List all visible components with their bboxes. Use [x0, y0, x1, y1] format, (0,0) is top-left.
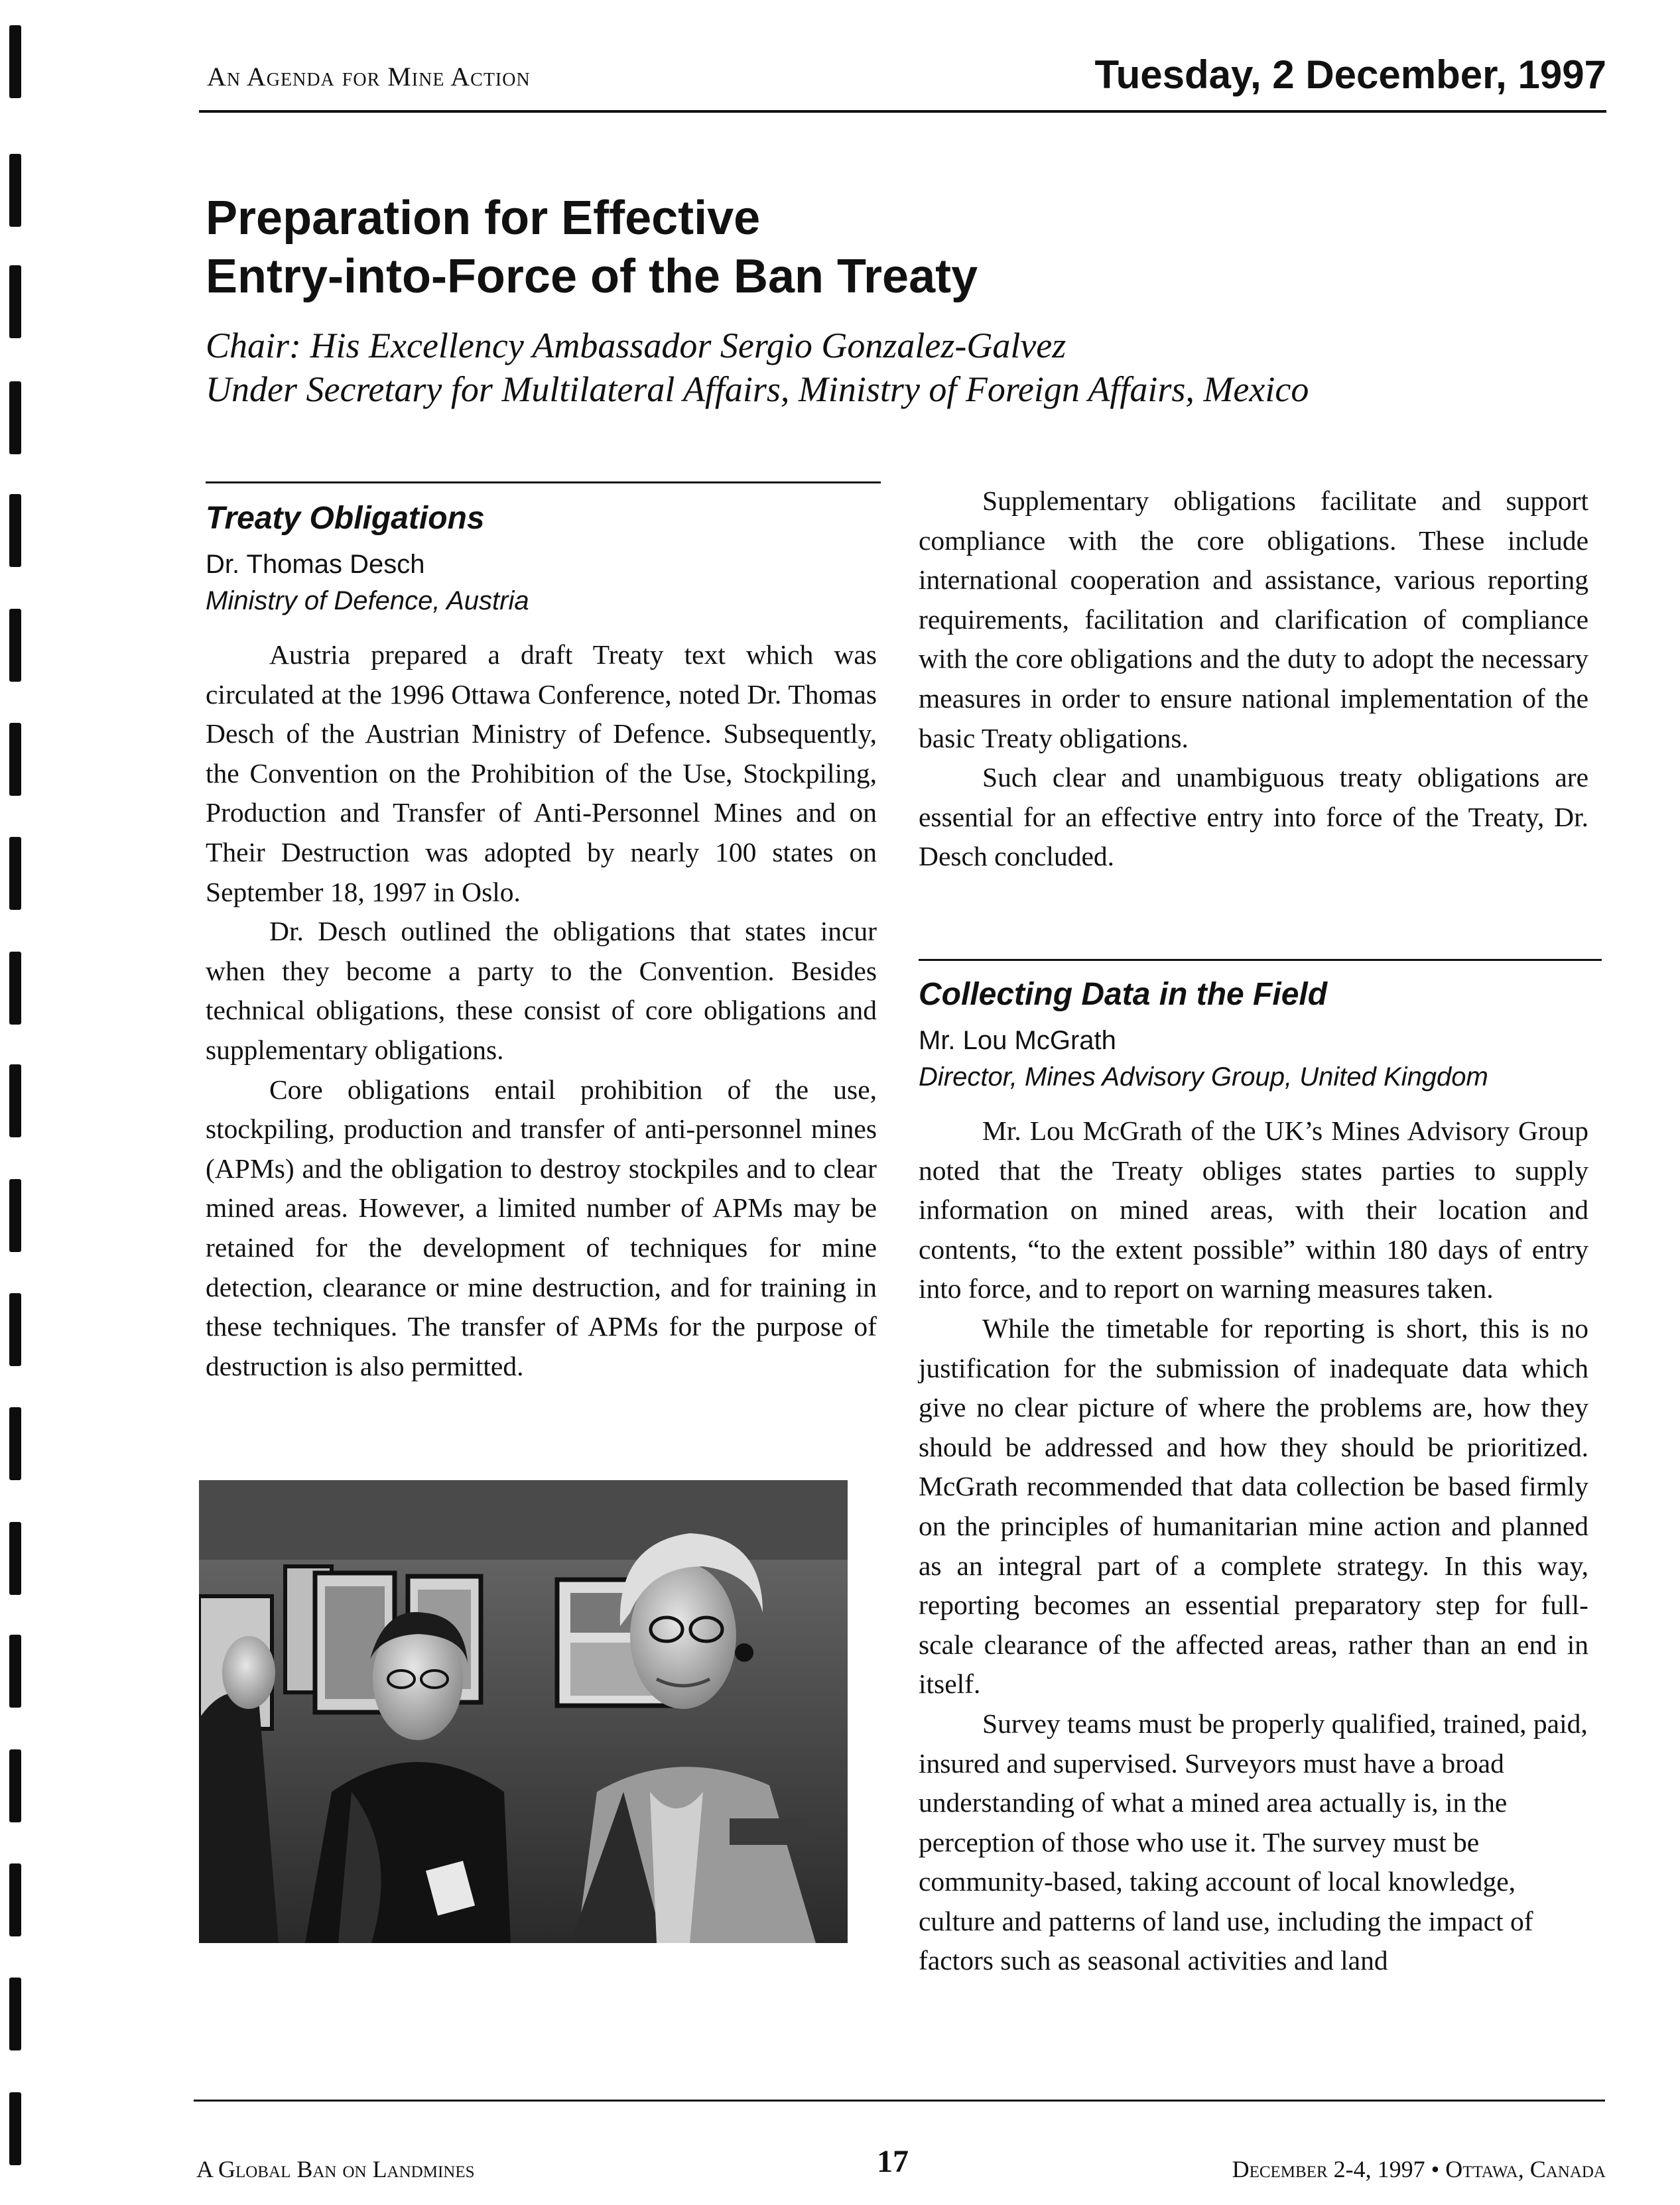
binding-hole — [9, 1522, 21, 1595]
binding-hole — [9, 1293, 21, 1366]
binding-hole — [9, 1179, 21, 1252]
binding-hole — [9, 265, 21, 338]
title-line-2: Entry-into-Force of the Ban Treaty — [206, 250, 978, 303]
speaker-name: Mr. Lou McGrath — [919, 1026, 1116, 1055]
title-line-1: Preparation for Effective — [206, 192, 761, 245]
binding-hole — [9, 1635, 21, 1708]
page-number: 17 — [877, 2144, 909, 2179]
binding-hole — [9, 609, 21, 682]
issue-date: Tuesday, 2 December, 1997 — [1094, 52, 1606, 97]
binding-hole — [9, 381, 21, 454]
speaker-affiliation: Director, Mines Advisory Group, United Kingdom — [919, 1062, 1488, 1092]
conference-photo — [199, 1480, 848, 1943]
binding-hole — [9, 494, 21, 567]
footer-rule — [194, 2100, 1605, 2102]
right-column — [919, 481, 1588, 877]
section-heading-collecting-data: Collecting Data in the Field — [919, 977, 1328, 1012]
speaker-name: Dr. Thomas Desch — [206, 550, 425, 579]
chair-line-2: Under Secretary for Multilateral Affairs, Ministry of Foreign Affairs, Mexico — [206, 369, 1309, 409]
article-paragraph: Core obligations entail prohibition of the use, stockpiling, production and transfer of anti-personnel mines (APMs) and the obligation to destroy stockpiles and to clear mined areas. However, a limited number of APMs may be retained for the development of techniques for mine detection, clearance or mine destruction, and for training in these techniques. The transfer of APMs for the purpose of destruction is also permitted. — [206, 1074, 877, 1381]
binding-hole — [9, 723, 21, 796]
binding-hole — [9, 837, 21, 910]
binding-hole — [9, 1407, 21, 1480]
footer-event: December 2-4, 1997 • Ottawa, Canada — [1232, 2156, 1606, 2182]
running-title: An Agenda for Mine Action — [207, 62, 531, 92]
session-chair — [206, 324, 1598, 411]
binding-hole — [9, 1978, 21, 2050]
binding-hole — [9, 2092, 21, 2165]
header-rule — [199, 110, 1606, 113]
binding-hole — [9, 1863, 21, 1936]
article-paragraph: Such clear and unambiguous treaty obligations are essential for an effective entry into force of the Treaty, Dr. Desch concluded. — [919, 762, 1588, 872]
binding-hole — [9, 25, 21, 98]
section-heading-treaty-obligations: Treaty Obligations — [206, 501, 485, 536]
chair-line-1: Chair: His Excellency Ambassador Sergio Gonzalez-Galvez — [206, 326, 1066, 365]
left-column — [206, 499, 877, 1386]
article-paragraph: Mr. Lou McGrath of the UK’s Mines Advisory Group noted that the Treaty obliges states parties to supply information on mined areas, with their location and contents, “to the extent possible” within 180 days of entry into force, and to report on warning measures taken. — [919, 1115, 1588, 1304]
binding-hole — [9, 1749, 21, 1822]
article-paragraph: Austria prepared a draft Treaty text which was circulated at the 1996 Ottawa Conference, noted Dr. Thomas Desch of the Austrian Ministry of Defence. Subsequently, the Convention on the Prohibition of the Use, Stockpiling, Production and Transfer of Anti-Personnel Mines and on Their Destruction was adopted by nearly 100 states on September 18, 1997 in Oslo. — [206, 639, 877, 907]
binding-holes — [4, 0, 28, 2205]
section-rule — [919, 959, 1602, 961]
right-column-section-2 — [919, 975, 1588, 1981]
page-title — [206, 189, 1466, 306]
article-paragraph: Dr. Desch outlined the obligations that states incur when they become a party to the Convention. Besides technical obligations, these consist of core obligations and supplementary obligations. — [206, 916, 877, 1065]
article-paragraph: While the timetable for reporting is short, this is no justification for the submission of inadequate data which give no clear picture of where the problems are, how they should be addressed and how they should be prioritized. McGrath recommended that data collection be based firmly on the principles of humanitarian mine action and planned as an integral part of a complete strategy. In this way, reporting becomes an essential preparatory step for full-scale clearance of the affected areas, rather than an end in itself. — [919, 1312, 1588, 1700]
binding-hole — [9, 952, 21, 1025]
binding-hole — [9, 154, 21, 227]
footer-publication: A Global Ban on Landmines — [196, 2156, 475, 2182]
speaker-affiliation: Ministry of Defence, Austria — [206, 586, 529, 615]
article-paragraph: Supplementary obligations facilitate and support compliance with the core obligations. These include international cooperation and assistance, various reporting requirements, facilitation and clarification of compliance with the core obligations and the duty to adopt the necessary measures in order to ensure national implementation of the basic Treaty obligations. — [919, 485, 1588, 753]
article-paragraph: Survey teams must be properly qualified, trained, paid, insured and supervised. Surveyors must have a broad understanding of what a mined area actually is, in the perception of those who use it. The survey must be community-based, taking account of local knowledge, culture and patterns of land use, including the impact of factors such as seasonal activities and land — [919, 1708, 1588, 1976]
photo-illustration — [199, 1480, 848, 1943]
binding-hole — [9, 1064, 21, 1137]
section-rule — [206, 481, 881, 483]
